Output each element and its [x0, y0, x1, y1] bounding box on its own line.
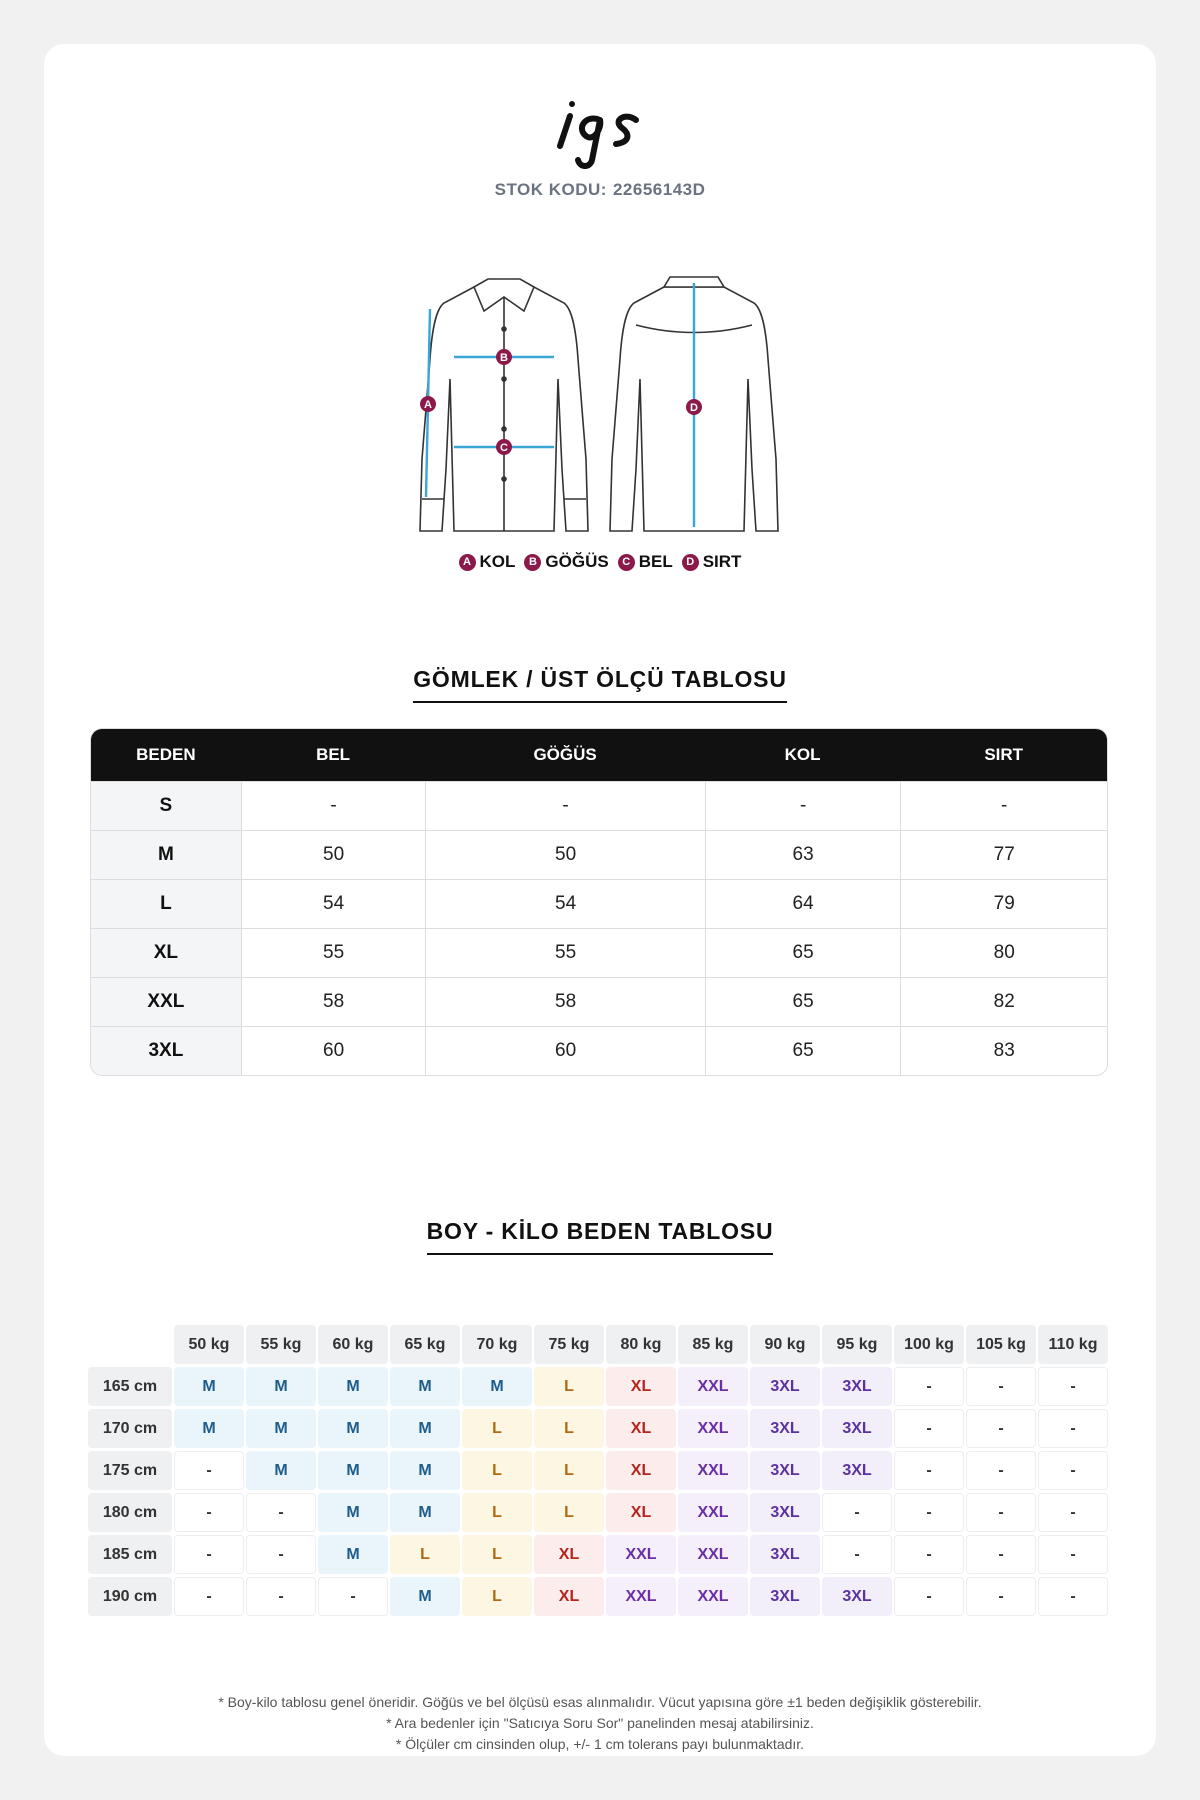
shirt-front-drawing — [420, 279, 588, 531]
weight-header: 75 kg — [534, 1325, 604, 1364]
table-row — [91, 928, 1107, 977]
size-cell: XXL — [678, 1535, 748, 1574]
size-table-header: KOL — [705, 729, 901, 781]
size-cell: M — [174, 1409, 244, 1448]
size-cell: - — [966, 1451, 1036, 1490]
weight-header: 60 kg — [318, 1325, 388, 1364]
height-weight-grid — [88, 1325, 1108, 1616]
footnote: * Ölçüler cm cinsinden olup, +/- 1 cm tolerans payı bulunmaktadır. — [395, 1736, 805, 1752]
size-cell: - — [894, 1493, 964, 1532]
height-label: 175 cm — [88, 1451, 172, 1490]
size-cell: - — [966, 1577, 1036, 1616]
measurement-cell: 80 — [900, 928, 1107, 977]
size-cell: M — [318, 1493, 388, 1532]
svg-text:C: C — [500, 442, 508, 454]
size-cell: - — [174, 1493, 244, 1532]
height-label: 165 cm — [88, 1367, 172, 1406]
legend-badge: C — [618, 554, 635, 571]
size-cell: - — [822, 1535, 892, 1574]
size-label-cell: 3XL — [91, 1026, 241, 1075]
weight-header: 95 kg — [822, 1325, 892, 1364]
measurement-cell: 60 — [425, 1026, 704, 1075]
size-cell: - — [174, 1535, 244, 1574]
size-cell: M — [246, 1451, 316, 1490]
size-cell: XL — [606, 1409, 676, 1448]
measurement-cell: 50 — [425, 830, 704, 879]
size-label-cell: S — [91, 781, 241, 830]
size-cell: XXL — [606, 1535, 676, 1574]
weight-header: 50 kg — [174, 1325, 244, 1364]
size-table-header-row — [91, 729, 1107, 781]
size-cell: 3XL — [750, 1493, 820, 1532]
size-cell: - — [318, 1577, 388, 1616]
size-cell: L — [462, 1493, 532, 1532]
hw-table-title-text: BOY - KİLO BEDEN TABLOSU — [427, 1218, 774, 1255]
legend-label: GÖĞÜS — [545, 552, 609, 571]
size-table-title-text: GÖMLEK / ÜST ÖLÇÜ TABLOSU — [413, 666, 787, 703]
size-cell: XXL — [606, 1577, 676, 1616]
size-cell: - — [1038, 1577, 1108, 1616]
size-cell: M — [390, 1451, 460, 1490]
measurement-cell: 63 — [705, 830, 901, 879]
legend-label: SIRT — [702, 552, 742, 571]
size-cell: - — [1038, 1367, 1108, 1406]
weight-header: 70 kg — [462, 1325, 532, 1364]
size-cell: XL — [606, 1451, 676, 1490]
size-cell: XL — [534, 1577, 604, 1616]
size-cell: - — [894, 1367, 964, 1406]
size-cell: - — [894, 1577, 964, 1616]
igs-logo-icon — [550, 94, 650, 174]
size-cell: - — [246, 1535, 316, 1574]
weight-header: 100 kg — [894, 1325, 964, 1364]
weight-header: 110 kg — [1038, 1325, 1108, 1364]
size-cell: 3XL — [822, 1367, 892, 1406]
measurement-cell: 55 — [425, 928, 704, 977]
size-cell: - — [966, 1409, 1036, 1448]
legend-item-bel — [618, 552, 673, 572]
measurement-cell: - — [241, 781, 426, 830]
height-label: 185 cm — [88, 1535, 172, 1574]
measurement-cell: 58 — [241, 977, 426, 1026]
size-cell: 3XL — [822, 1409, 892, 1448]
legend-item-kol — [459, 552, 516, 572]
size-table-title — [44, 666, 1156, 703]
measurement-cell: 54 — [425, 879, 704, 928]
size-cell: M — [390, 1577, 460, 1616]
size-cell: 3XL — [822, 1451, 892, 1490]
size-cell: 3XL — [750, 1409, 820, 1448]
measurement-cell: 65 — [705, 977, 901, 1026]
size-cell: XXL — [678, 1451, 748, 1490]
size-cell: M — [174, 1367, 244, 1406]
size-cell: M — [318, 1367, 388, 1406]
size-cell: M — [246, 1409, 316, 1448]
size-cell: XL — [606, 1367, 676, 1406]
size-cell: - — [246, 1577, 316, 1616]
brand-logo — [44, 94, 1156, 179]
size-cell: L — [462, 1451, 532, 1490]
size-cell: L — [462, 1577, 532, 1616]
size-cell: - — [174, 1451, 244, 1490]
size-cell: L — [390, 1535, 460, 1574]
size-cell: L — [534, 1493, 604, 1532]
size-cell: - — [174, 1577, 244, 1616]
height-label: 170 cm — [88, 1409, 172, 1448]
size-cell: - — [966, 1535, 1036, 1574]
size-cell: - — [1038, 1451, 1108, 1490]
size-cell: - — [1038, 1535, 1108, 1574]
stock-code — [44, 180, 1156, 200]
height-label: 180 cm — [88, 1493, 172, 1532]
size-label-cell: XXL — [91, 977, 241, 1026]
measurement-cell: 83 — [900, 1026, 1107, 1075]
size-table-header: GÖĞÜS — [425, 729, 704, 781]
table-row — [91, 781, 1107, 830]
size-cell: - — [966, 1493, 1036, 1532]
size-cell: - — [1038, 1409, 1108, 1448]
size-cell: - — [246, 1493, 316, 1532]
measurement-cell: 82 — [900, 977, 1107, 1026]
size-cell: 3XL — [750, 1535, 820, 1574]
size-cell: M — [318, 1451, 388, 1490]
size-table — [90, 728, 1108, 1076]
measurement-cell: 65 — [705, 928, 901, 977]
size-cell: - — [1038, 1493, 1108, 1532]
measurement-cell: 64 — [705, 879, 901, 928]
size-cell: M — [462, 1367, 532, 1406]
size-cell: XXL — [678, 1577, 748, 1616]
size-cell: XXL — [678, 1409, 748, 1448]
legend-badge: B — [524, 554, 541, 571]
size-label-cell: L — [91, 879, 241, 928]
size-cell: 3XL — [750, 1577, 820, 1616]
shirt-measurement-diagram — [414, 269, 784, 554]
svg-text:A: A — [424, 399, 432, 411]
size-chart-card — [44, 44, 1156, 1756]
height-label: 190 cm — [88, 1577, 172, 1616]
measurement-cell: 60 — [241, 1026, 426, 1075]
size-cell: L — [462, 1535, 532, 1574]
measurement-cell: 55 — [241, 928, 426, 977]
table-row — [91, 977, 1107, 1026]
size-cell: L — [534, 1451, 604, 1490]
weight-header: 55 kg — [246, 1325, 316, 1364]
size-cell: 3XL — [822, 1577, 892, 1616]
size-cell: M — [318, 1535, 388, 1574]
weight-header: 65 kg — [390, 1325, 460, 1364]
measurement-legend — [44, 552, 1156, 572]
table-row — [91, 1026, 1107, 1075]
size-table-header: SIRT — [900, 729, 1107, 781]
size-cell: L — [534, 1409, 604, 1448]
measurement-cell: 50 — [241, 830, 426, 879]
size-table-header: BEDEN — [91, 729, 241, 781]
weight-header: 85 kg — [678, 1325, 748, 1364]
size-cell: M — [390, 1409, 460, 1448]
size-label-cell: M — [91, 830, 241, 879]
legend-label: BEL — [638, 552, 673, 571]
legend-badge: A — [459, 554, 476, 571]
measurement-cell: - — [900, 781, 1107, 830]
svg-text:D: D — [690, 402, 698, 414]
size-cell: XXL — [678, 1493, 748, 1532]
size-cell: XL — [534, 1535, 604, 1574]
legend-item-gogus — [524, 552, 608, 572]
size-cell: XL — [606, 1493, 676, 1532]
size-cell: 3XL — [750, 1451, 820, 1490]
weight-header: 90 kg — [750, 1325, 820, 1364]
table-row — [91, 830, 1107, 879]
size-cell: L — [462, 1409, 532, 1448]
size-cell: - — [894, 1409, 964, 1448]
size-cell: - — [822, 1493, 892, 1532]
measurement-cell: 58 — [425, 977, 704, 1026]
size-cell: - — [966, 1367, 1036, 1406]
footnotes — [44, 1692, 1156, 1755]
grid-corner — [88, 1325, 172, 1364]
size-table-header: BEL — [241, 729, 426, 781]
svg-text:B: B — [500, 352, 508, 364]
measurement-cell: - — [705, 781, 901, 830]
legend-item-sirt — [682, 552, 742, 572]
footnote: * Ara bedenler için "Satıcıya Soru Sor" panelinden mesaj atabilirsiniz. — [386, 1715, 814, 1731]
table-row — [91, 879, 1107, 928]
size-cell: L — [534, 1367, 604, 1406]
legend-badge: D — [682, 554, 699, 571]
measurement-cell: 54 — [241, 879, 426, 928]
weight-header: 80 kg — [606, 1325, 676, 1364]
measurement-cell: 79 — [900, 879, 1107, 928]
hw-table-title — [44, 1218, 1156, 1255]
stock-code-value: 22656143D — [612, 180, 706, 199]
size-cell: M — [390, 1367, 460, 1406]
size-cell: 3XL — [750, 1367, 820, 1406]
size-cell: M — [390, 1493, 460, 1532]
size-cell: M — [318, 1409, 388, 1448]
size-cell: XXL — [678, 1367, 748, 1406]
size-cell: M — [246, 1367, 316, 1406]
measurement-cell: 65 — [705, 1026, 901, 1075]
footnote: * Boy-kilo tablosu genel öneridir. Göğüs ve bel ölçüsü esas alınmalıdır. Vücut yapısına göre ±1 beden değişiklik gösterebilir. — [218, 1694, 982, 1710]
legend-label: KOL — [479, 552, 516, 571]
size-cell: - — [894, 1535, 964, 1574]
measurement-cell: 77 — [900, 830, 1107, 879]
weight-header: 105 kg — [966, 1325, 1036, 1364]
measurement-cell: - — [425, 781, 704, 830]
size-label-cell: XL — [91, 928, 241, 977]
size-cell: - — [894, 1451, 964, 1490]
stock-code-label: STOK KODU: — [494, 180, 607, 199]
